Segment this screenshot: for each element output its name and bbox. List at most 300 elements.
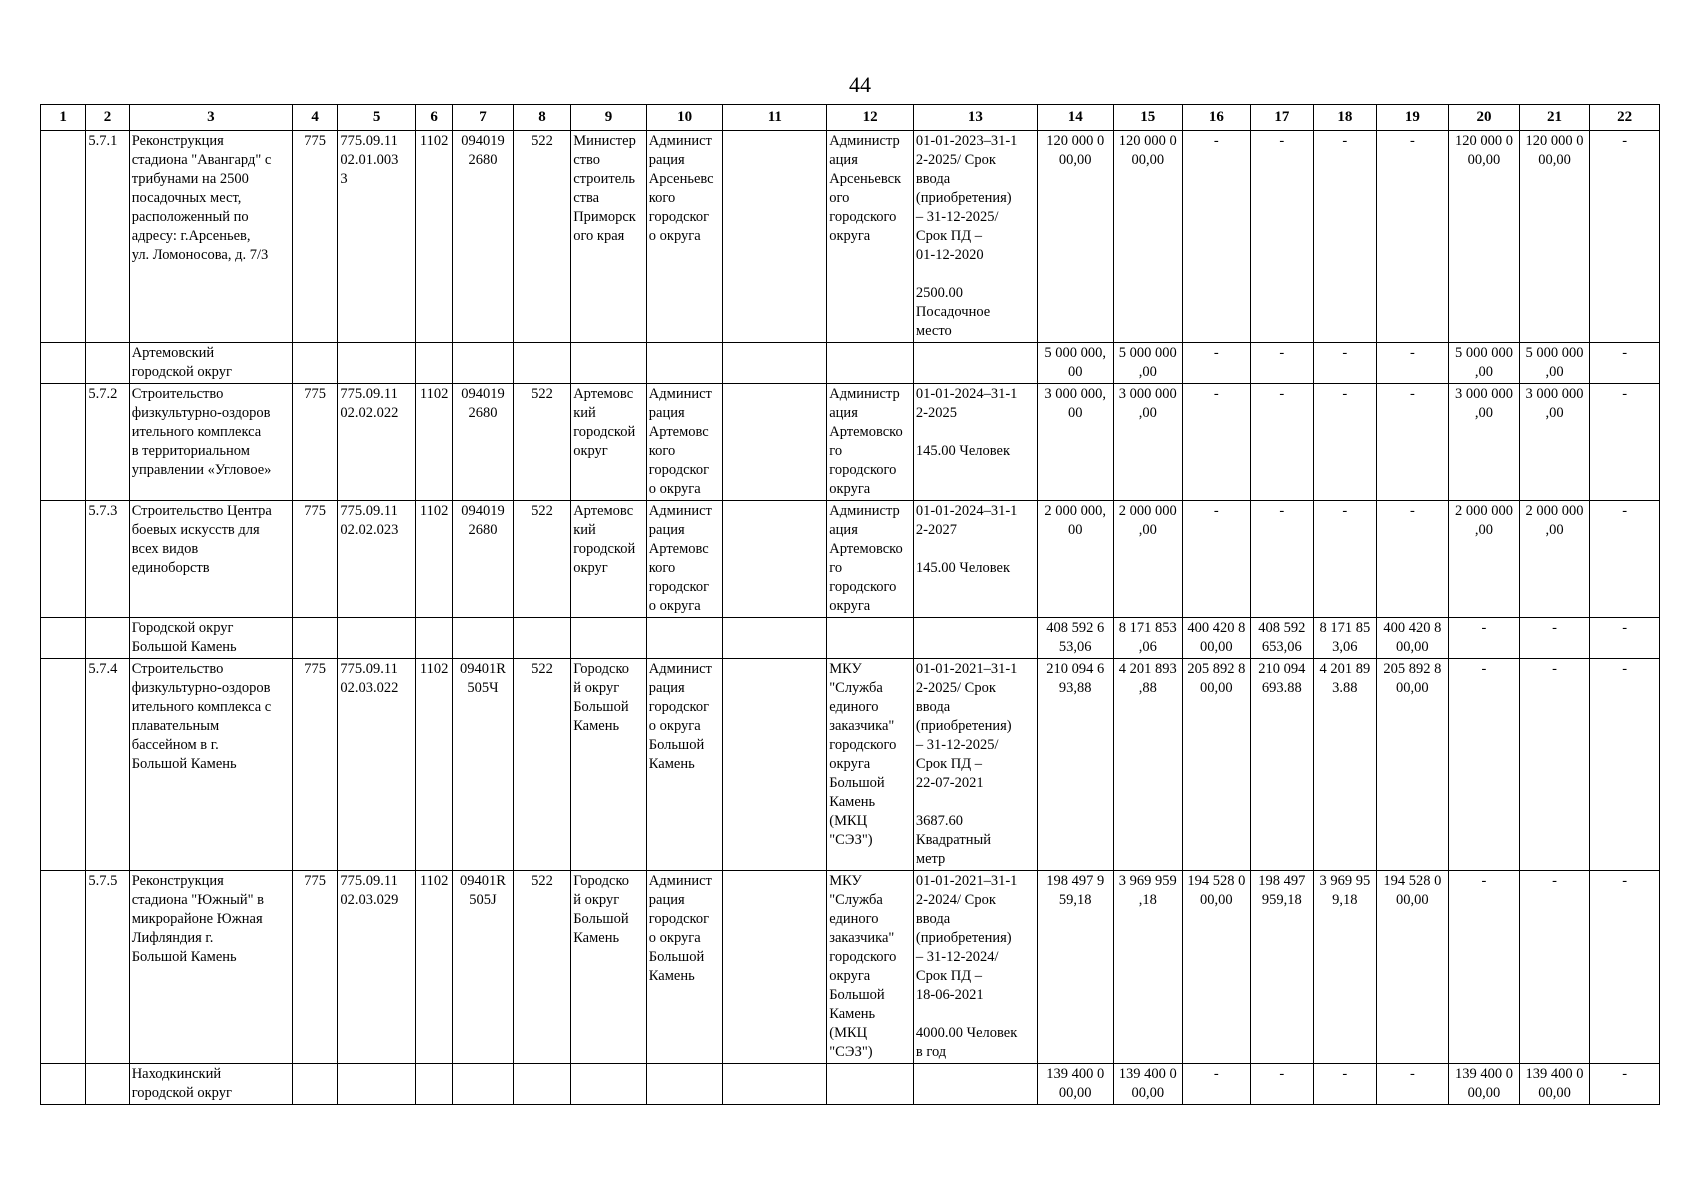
cell-line: 505J: [469, 892, 497, 908]
cell-line: стадиона "Южный" в: [131, 892, 264, 908]
cell-line: 5 000 000,: [1044, 345, 1107, 361]
column-header: 18: [1314, 105, 1377, 131]
cell-line: Админист: [648, 503, 712, 519]
cell-17: -: [1250, 343, 1314, 384]
cell-line: – 31-12-2024/: [915, 949, 999, 965]
cell-17: -: [1250, 384, 1314, 501]
cell-line: 2680: [468, 405, 498, 421]
column-header: 14: [1037, 105, 1113, 131]
cell-line: ,00: [1474, 522, 1493, 538]
cell-line: 2680: [468, 152, 498, 168]
cell-line: го: [829, 443, 843, 459]
column-header: 11: [723, 105, 827, 131]
cell-line: 5 000 000: [1118, 345, 1177, 361]
cell-line: Квадратный: [915, 832, 991, 848]
cell-line: 3 969 959: [1118, 873, 1177, 889]
cell-19: -: [1376, 343, 1449, 384]
cell-line: 120 000 0: [1525, 133, 1584, 149]
cell-line: городского: [829, 949, 897, 965]
cell-line: Большой: [829, 775, 885, 791]
cell-13: [913, 501, 1037, 618]
cell-3: [129, 501, 292, 618]
cell-line: городского: [829, 209, 897, 225]
cell-line: 775.09.11: [340, 386, 398, 402]
cell-line: городског: [648, 579, 710, 595]
cell-3: [129, 384, 292, 501]
cell-line: Арсеньевс: [648, 171, 714, 187]
cell-line: 2-2025: [915, 405, 958, 421]
column-header: 21: [1519, 105, 1590, 131]
cell-10: [646, 131, 723, 343]
column-header: 13: [913, 105, 1037, 131]
cell-line: (приобретения): [915, 718, 1012, 734]
cell-line: кий: [573, 522, 596, 538]
cell-line: 93,88: [1058, 680, 1092, 696]
cell-line: 2680: [468, 522, 498, 538]
cell-11: [723, 501, 827, 618]
cell-line: 00,00: [1131, 152, 1165, 168]
cell-2: 5.7.5: [86, 871, 129, 1064]
cell-line: ввода: [915, 911, 951, 927]
cell-line: Артемовс: [573, 503, 634, 519]
cell-line: [916, 265, 1035, 284]
cell-line: 3 000 000: [1118, 386, 1177, 402]
cell-line: городского: [829, 579, 897, 595]
cell-line: 094019: [461, 503, 505, 519]
cell-line: Большой Камень: [131, 639, 237, 655]
cell-line: 2 000 000: [1525, 503, 1584, 519]
cell-line: Реконструкция: [131, 133, 224, 149]
cell-19: -: [1376, 384, 1449, 501]
cell-line: [573, 1065, 644, 1084]
cell-line: 00: [1067, 364, 1083, 380]
cell-22: -: [1590, 1064, 1660, 1105]
cell-line: Строительство Центра: [131, 503, 272, 519]
cell-line: ация: [829, 405, 858, 421]
cell-2: [86, 343, 129, 384]
column-header: 5: [338, 105, 416, 131]
cell-line: Администр: [829, 386, 900, 402]
cell-line: 120 000 0: [1046, 133, 1105, 149]
cell-line: й округ: [573, 680, 620, 696]
column-header: 10: [646, 105, 723, 131]
cell-7: [453, 343, 513, 384]
cell-line: 3 000 000: [1525, 386, 1584, 402]
cell-11: [723, 131, 827, 343]
cell-line: 2-2024/ Срок: [915, 892, 996, 908]
cell-21: -: [1519, 659, 1590, 871]
cell-line: округ: [573, 560, 608, 576]
cell-line: 4000.00 Человек: [915, 1025, 1018, 1041]
cell-9: [571, 618, 647, 659]
cell-7: [453, 618, 513, 659]
cell-line: плавательным: [131, 718, 220, 734]
cell-line: 01-01-2021–31-1: [915, 873, 1018, 889]
cell-line: Посадочное: [915, 304, 991, 320]
cell-line: 775.09.11: [340, 133, 398, 149]
cell-line: Приморск: [573, 209, 636, 225]
cell-line: [916, 344, 1035, 363]
cell-21: [1519, 384, 1590, 501]
cell-8: [513, 1064, 570, 1105]
cell-line: [340, 619, 413, 638]
cell-line: 4 201 89: [1319, 661, 1371, 677]
cell-21: [1519, 1064, 1590, 1105]
table-row-subtotal: [41, 343, 1660, 384]
cell-line: 02.01.003: [340, 152, 399, 168]
cell-line: стадиона "Авангард" с: [131, 152, 272, 168]
cell-10: [646, 659, 723, 871]
cell-line: Артемовс: [648, 424, 709, 440]
column-header: 8: [513, 105, 570, 131]
cell-line: 139 400 0: [1118, 1066, 1177, 1082]
cell-17: [1250, 871, 1314, 1064]
cell-line: 400 420 8: [1187, 620, 1246, 636]
cell-line: [916, 619, 1035, 638]
column-header: 12: [827, 105, 914, 131]
column-header: 15: [1113, 105, 1183, 131]
cell-15: [1113, 501, 1183, 618]
cell-6: 1102: [415, 131, 452, 343]
cell-line: 145.00 Человек: [915, 560, 1011, 576]
cell-line: 53,06: [1058, 639, 1092, 655]
cell-line: 205 892 8: [1383, 661, 1442, 677]
cell-line: ,00: [1474, 405, 1493, 421]
cell-line: 8 171 853: [1118, 620, 1177, 636]
cell-line: 400 420 8: [1383, 620, 1442, 636]
cell-line: 01-01-2021–31-1: [915, 661, 1018, 677]
cell-line: Лифляндия г.: [131, 930, 214, 946]
cell-line: [649, 344, 721, 363]
cell-line: расположенный по: [131, 209, 249, 225]
cell-line: метр: [915, 851, 946, 867]
cell-line: рация: [648, 522, 685, 538]
cell-line: всех видов: [131, 541, 199, 557]
cell-18: [1314, 659, 1377, 871]
cell-line: о округа: [648, 228, 701, 244]
cell-4: 775: [293, 871, 338, 1064]
cell-3: [129, 131, 292, 343]
cell-19: [1376, 871, 1449, 1064]
cell-2: [86, 618, 129, 659]
cell-20: [1449, 343, 1520, 384]
cell-line: [916, 1005, 1035, 1024]
cell-line: заказчика": [829, 718, 895, 734]
cell-line: "Служба: [829, 892, 883, 908]
cell-line: городског: [648, 462, 710, 478]
cell-line: о округа: [648, 930, 701, 946]
cell-14: [1037, 618, 1113, 659]
cell-line: 408 592: [1258, 620, 1306, 636]
cell-10: [646, 871, 723, 1064]
cell-line: [916, 793, 1035, 812]
cell-line: городской: [573, 424, 636, 440]
cell-line: Админист: [648, 873, 712, 889]
cell-6: [415, 343, 452, 384]
cell-line: рация: [648, 152, 685, 168]
cell-line: боевых искусств для: [131, 522, 260, 538]
cell-line: 01-01-2024–31-1: [915, 386, 1018, 402]
cell-line: бассейном в г.: [131, 737, 219, 753]
cell-line: 3,06: [1332, 639, 1358, 655]
cell-line: Артемовс: [573, 386, 634, 402]
cell-16: [1183, 618, 1251, 659]
cell-15: [1113, 659, 1183, 871]
cell-6: [415, 618, 452, 659]
cell-12: [827, 131, 914, 343]
cell-line: 205 892 8: [1187, 661, 1246, 677]
cell-9: [571, 1064, 647, 1105]
cell-4: [293, 1064, 338, 1105]
cell-line: 3: [340, 171, 348, 187]
cell-line: Строительство: [131, 661, 224, 677]
cell-19: -: [1376, 501, 1449, 618]
column-header: 19: [1376, 105, 1449, 131]
cell-2: [86, 1064, 129, 1105]
cell-16: -: [1183, 501, 1251, 618]
cell-8: 522: [513, 131, 570, 343]
cell-5: [338, 384, 416, 501]
cell-5: [338, 501, 416, 618]
page-number: 44: [849, 72, 871, 97]
cell-line: ация: [829, 522, 858, 538]
cell-22: -: [1590, 871, 1660, 1064]
cell-5: [338, 871, 416, 1064]
cell-line: 505Ч: [467, 680, 499, 696]
cell-18: [1314, 618, 1377, 659]
cell-line: городской округ: [131, 364, 232, 380]
cell-line: ация: [829, 152, 858, 168]
cell-21: [1519, 131, 1590, 343]
cell-11: [723, 618, 827, 659]
cell-8: 522: [513, 659, 570, 871]
cell-line: Камень: [829, 794, 876, 810]
cell-line: МКУ: [829, 873, 862, 889]
cell-line: 5 000 000: [1525, 345, 1584, 361]
cell-line: ,00: [1545, 405, 1564, 421]
cell-line: 22-07-2021: [915, 775, 984, 791]
cell-line: 01-01-2023–31-1: [915, 133, 1018, 149]
cell-line: ого: [829, 190, 850, 206]
cell-line: 959,18: [1261, 892, 1302, 908]
cell-line: 02.03.029: [340, 892, 399, 908]
cell-1: [41, 343, 86, 384]
cell-6: 1102: [415, 501, 452, 618]
cell-17: -: [1250, 1064, 1314, 1105]
cell-line: ,00: [1474, 364, 1493, 380]
cell-line: Админист: [648, 661, 712, 677]
cell-12: [827, 1064, 914, 1105]
cell-22: -: [1590, 343, 1660, 384]
cell-13: [913, 618, 1037, 659]
cell-16: [1183, 659, 1251, 871]
table-row-5-7-4: [41, 659, 1660, 871]
cell-line: физкультурно-оздоров: [131, 680, 271, 696]
cell-line: Министер: [573, 133, 636, 149]
cell-9: [571, 659, 647, 871]
cell-line: ул. Ломоносова, д. 7/3: [131, 247, 269, 263]
cell-7: [453, 1064, 513, 1105]
cell-line: городског: [648, 209, 710, 225]
column-header: 16: [1183, 105, 1251, 131]
cell-line: Большой Камень: [131, 949, 237, 965]
cell-12: [827, 343, 914, 384]
column-header: 6: [415, 105, 452, 131]
table-row-subtotal: [41, 618, 1660, 659]
cell-5: [338, 659, 416, 871]
table-row-5-7-1: [41, 131, 1660, 343]
cell-4: 775: [293, 131, 338, 343]
cell-21: -: [1519, 618, 1590, 659]
cell-line: 00,00: [1200, 639, 1233, 655]
cell-14: [1037, 1064, 1113, 1105]
cell-1: [41, 1064, 86, 1105]
cell-7: [453, 501, 513, 618]
cell-line: в год: [915, 1044, 947, 1060]
cell-line: Реконструкция: [131, 873, 224, 889]
column-header: 22: [1590, 105, 1660, 131]
cell-4: 775: [293, 659, 338, 871]
cell-line: 2 000 000: [1118, 503, 1177, 519]
cell-13: [913, 659, 1037, 871]
cell-19: [1376, 659, 1449, 871]
cell-line: 2 000 000,: [1044, 503, 1107, 519]
cell-2: 5.7.4: [86, 659, 129, 871]
cell-line: Городско: [573, 661, 630, 677]
cell-16: -: [1183, 343, 1251, 384]
cell-9: [571, 871, 647, 1064]
cell-21: [1519, 501, 1590, 618]
cell-22: -: [1590, 384, 1660, 501]
cell-line: [340, 1065, 413, 1084]
cell-line: микрорайоне Южная: [131, 911, 263, 927]
cell-20: -: [1449, 871, 1520, 1064]
cell-11: [723, 871, 827, 1064]
cell-20: [1449, 131, 1520, 343]
cell-line: 01-12-2020: [915, 247, 984, 263]
cell-line: 01-01-2024–31-1: [915, 503, 1018, 519]
cell-line: 3 000 000,: [1044, 386, 1107, 402]
cell-line: ,00: [1545, 364, 1564, 380]
program-table: [40, 104, 1660, 1105]
cell-20: [1449, 384, 1520, 501]
cell-line: 120 000 0: [1118, 133, 1177, 149]
cell-line: ,00: [1138, 364, 1157, 380]
cell-8: 522: [513, 384, 570, 501]
cell-line: городског: [648, 699, 710, 715]
cell-22: -: [1590, 131, 1660, 343]
cell-line: 194 528 0: [1383, 873, 1442, 889]
cell-7: [453, 131, 513, 343]
cell-line: 3687.60: [915, 813, 964, 829]
cell-17: [1250, 659, 1314, 871]
cell-18: -: [1314, 1064, 1377, 1105]
cell-line: округ: [573, 443, 608, 459]
cell-line: 198 497 9: [1046, 873, 1105, 889]
cell-line: 00,00: [1538, 152, 1571, 168]
cell-15: [1113, 131, 1183, 343]
cell-18: -: [1314, 343, 1377, 384]
cell-line: Камень: [648, 756, 695, 772]
cell-line: 00,00: [1396, 892, 1429, 908]
cell-7: [453, 659, 513, 871]
cell-line: [573, 344, 644, 363]
cell-21: [1519, 343, 1590, 384]
cell-3: [129, 1064, 292, 1105]
cell-8: 522: [513, 501, 570, 618]
cell-13: [913, 1064, 1037, 1105]
cell-line: [455, 1065, 510, 1084]
cell-20: [1449, 501, 1520, 618]
cell-4: 775: [293, 501, 338, 618]
cell-line: 00,00: [1396, 639, 1429, 655]
column-header: 3: [129, 105, 292, 131]
cell-2: 5.7.3: [86, 501, 129, 618]
cell-8: [513, 343, 570, 384]
cell-line: Админист: [648, 133, 712, 149]
cell-17: -: [1250, 501, 1314, 618]
cell-line: округа: [829, 228, 871, 244]
cell-line: 194 528 0: [1187, 873, 1246, 889]
cell-19: -: [1376, 131, 1449, 343]
cell-11: [723, 384, 827, 501]
cell-18: [1314, 871, 1377, 1064]
cell-20: [1449, 1064, 1520, 1105]
cell-line: Срок ПД –: [915, 756, 983, 772]
cell-line: [649, 1065, 721, 1084]
cell-line: Артемовско: [829, 541, 903, 557]
cell-10: [646, 1064, 723, 1105]
cell-line: Городско: [573, 873, 630, 889]
cell-line: 094019: [461, 133, 505, 149]
cell-line: 775.09.11: [340, 503, 398, 519]
cell-line: 59,18: [1058, 892, 1092, 908]
cell-1: [41, 618, 86, 659]
cell-line: кого: [648, 560, 676, 576]
cell-line: 120 000 0: [1454, 133, 1513, 149]
cell-1: [41, 501, 86, 618]
cell-line: ительного комплекса: [131, 424, 262, 440]
cell-line: 00,00: [1467, 1085, 1501, 1101]
cell-line: о округа: [648, 718, 701, 734]
cell-line: 198 497: [1258, 873, 1306, 889]
cell-line: ввода: [915, 699, 951, 715]
cell-line: [340, 344, 413, 363]
table-row-5-7-2: [41, 384, 1660, 501]
cell-16: -: [1183, 131, 1251, 343]
cell-line: Большой: [829, 987, 885, 1003]
cell-line: 094019: [461, 386, 505, 402]
cell-line: Срок ПД –: [915, 228, 983, 244]
cell-line: ввода: [915, 171, 951, 187]
cell-line: Артемовс: [648, 541, 709, 557]
cell-line: 210 094 6: [1046, 661, 1105, 677]
cell-line: 139 400 0: [1525, 1066, 1584, 1082]
cell-4: 775: [293, 384, 338, 501]
cell-line: 00,00: [1538, 1085, 1571, 1101]
cell-line: – 31-12-2025/: [915, 209, 999, 225]
cell-line: [916, 540, 1035, 559]
cell-line: ,00: [1138, 405, 1157, 421]
cell-line: городског: [648, 911, 710, 927]
table-row-5-7-5: [41, 871, 1660, 1064]
cell-line: городского: [829, 462, 897, 478]
cell-13: [913, 131, 1037, 343]
cell-16: [1183, 871, 1251, 1064]
cell-line: 3 000 000: [1454, 386, 1513, 402]
cell-14: [1037, 501, 1113, 618]
cell-9: [571, 131, 647, 343]
